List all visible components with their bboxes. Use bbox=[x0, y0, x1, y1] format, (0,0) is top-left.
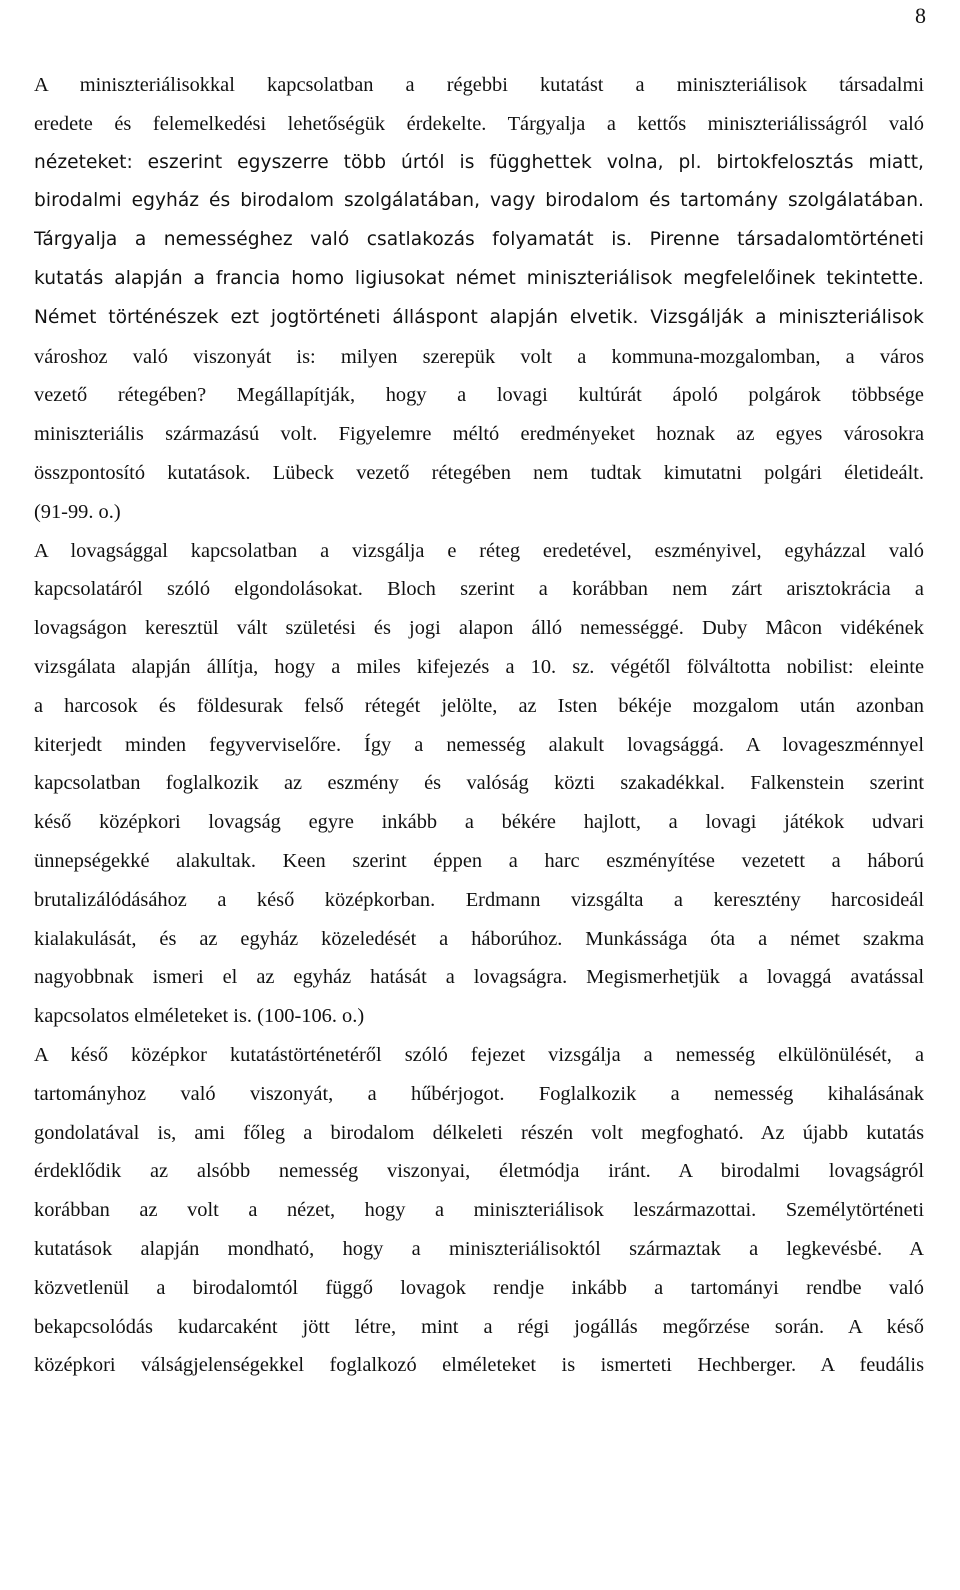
text-line: kiterjedt minden fegyverviselőre. Így a nemesség alakult lovagsággá. A lovageszménnyel bbox=[34, 733, 924, 756]
text-line: ünnepségekké alakultak. Keen szerint éppen a harc eszményítése vezetett a háború bbox=[34, 849, 924, 872]
text-line: vizsgálata alapján állítja, hogy a miles kifejezés a 10. sz. végétől fölváltotta nobilist: eleinte bbox=[34, 655, 924, 678]
text-line: Tárgyalja a nemességhez való csatlakozás folyamatát is. Pirenne társadalomtörténeti bbox=[34, 229, 924, 251]
text-line: kutatások alapján mondható, hogy a miniszteriálisoktól származtak a legkevésbé. A bbox=[34, 1237, 924, 1260]
text-line: korábban az volt a nézet, hogy a miniszteriálisok leszármazottai. Személytörténeti bbox=[34, 1199, 924, 1222]
text-line: középkori válságjelenségekkel foglalkozó elméleteket is ismerteti Hechberger. A feudális bbox=[34, 1354, 924, 1377]
text-line: nézeteket: eszerint egyszerre több úrtól is függhettek volna, pl. birtokfelosztás miatt, bbox=[34, 151, 924, 173]
text-line: miniszteriális származású volt. Figyelemre méltó eredményeket hoznak az egyes városokra bbox=[34, 423, 924, 446]
text-line: kapcsolatos elméleteket is. (100-106. o.) bbox=[34, 1005, 365, 1028]
text-line: eredete és felemelkedési lehetőségük érdekelte. Tárgyalja a kettős miniszteriálisságról való bbox=[34, 112, 924, 135]
text-line: lovagságon keresztül vált születési és jogi alapon álló nemességgé. Duby Mâcon vidékének bbox=[34, 617, 924, 640]
text-line: nagyobbnak ismeri el az egyház hatását a lovagságra. Megismerhetjük a lovaggá avatással bbox=[34, 966, 924, 989]
paragraph-late-middle-ages bbox=[34, 1036, 924, 1385]
text-line: városhoz való viszonyát is: milyen szerepük volt a kommuna-mozgalomban, a város bbox=[34, 345, 924, 368]
paragraph-knighthood bbox=[34, 532, 924, 1036]
text-line: összpontosító kutatások. Lübeck vezető rétegében nem tudtak kimutatni polgári életideált. bbox=[34, 461, 924, 484]
text-line: kutatás alapján a francia homo ligiusokat német miniszteriálisok megfelelőinek tekintette. bbox=[34, 267, 924, 289]
text-line: késő középkori lovagság egyre inkább a békére hajlott, a lovagi játékok udvari bbox=[34, 811, 924, 834]
text-line: a harcosok és földesurak felső rétegét jelölte, az Isten békéje mozgalom után azonban bbox=[34, 694, 924, 717]
text-line: kialakulását, és az egyház közeledését a háborúhoz. Munkássága óta a német szakma bbox=[34, 927, 924, 950]
page-number: 8 bbox=[915, 3, 926, 28]
text-line: kapcsolatban foglalkozik az eszmény és valóság közti szakadékkal. Falkenstein szerint bbox=[34, 772, 924, 795]
text-line: közvetlenül a birodalomtól függő lovagok rendje inkább a tartományi rendbe való bbox=[34, 1276, 924, 1299]
text-line: gondolatával is, ami főleg a birodalom délkeleti részén volt megfogható. Az újabb kutatás bbox=[34, 1121, 924, 1144]
text-line: birodalmi egyház és birodalom szolgálatában, vagy birodalom és tartomány szolgálatában. bbox=[34, 190, 924, 212]
text-line: érdeklődik az alsóbb nemesség viszonyai, életmódja iránt. A birodalmi lovagságról bbox=[34, 1160, 924, 1183]
paragraph-ministerials bbox=[34, 66, 924, 532]
text-line: brutalizálódásához a késő középkorban. Erdmann vizsgálta a keresztény harcosideál bbox=[34, 888, 924, 911]
text-line: tartományhoz való viszonyát, a hűbérjogot. Foglalkozik a nemesség kihalásának bbox=[34, 1082, 924, 1105]
text-line: (91-99. o.) bbox=[34, 500, 121, 523]
text-line: bekapcsolódás kudarcaként jött létre, mint a régi jogállás megőrzése során. A késő bbox=[34, 1315, 924, 1338]
text-line: kapcsolatáról szóló elgondolásokat. Bloch szerint a korábban nem zárt arisztokrácia a bbox=[34, 578, 924, 601]
text-line: A lovagsággal kapcsolatban a vizsgálja e réteg eredetével, eszményivel, egyházzal való bbox=[34, 539, 924, 562]
text-line: A késő középkor kutatástörténetéről szóló fejezet vizsgálja a nemesség elkülönülését, a bbox=[34, 1043, 924, 1066]
body-text bbox=[34, 66, 924, 1385]
text-line: Német történészek ezt jogtörténeti álláspont alapján elvetik. Vizsgálják a miniszteriálisok bbox=[34, 306, 924, 328]
text-line: A miniszteriálisokkal kapcsolatban a régebbi kutatást a miniszteriálisok társadalmi bbox=[34, 74, 924, 96]
text-line: vezető rétegében? Megállapítják, hogy a lovagi kultúrát ápoló polgárok többsége bbox=[34, 384, 924, 407]
